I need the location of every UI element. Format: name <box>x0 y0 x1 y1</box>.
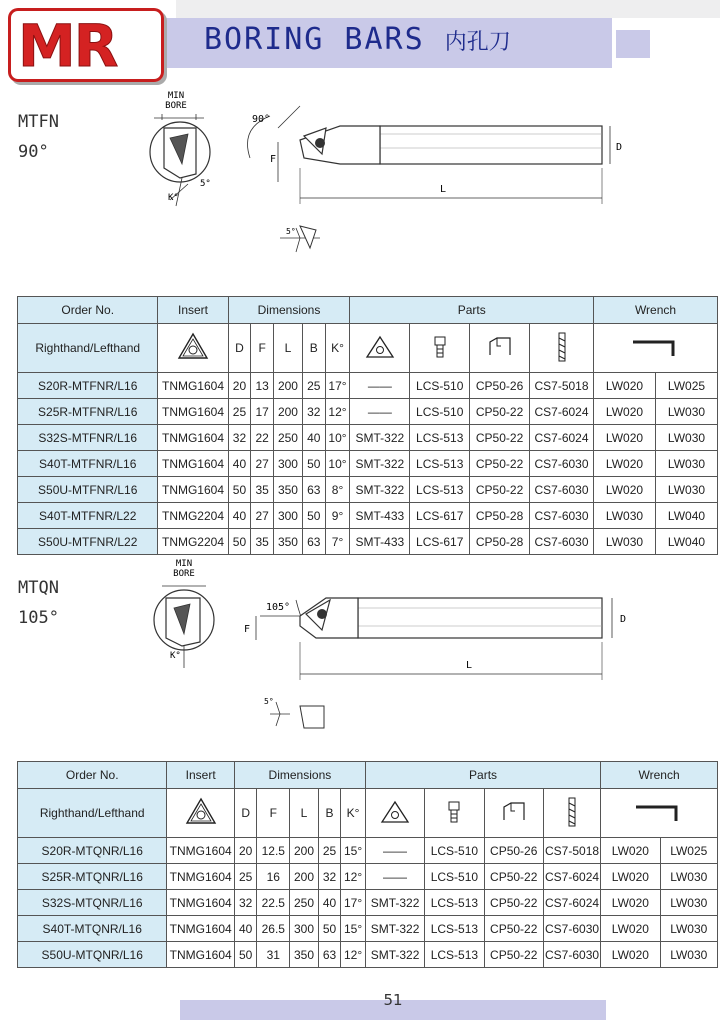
table-cell: 300 <box>290 916 319 942</box>
section-name: MTFN <box>18 112 59 132</box>
table-cell: CS7-6030 <box>530 503 594 529</box>
table-cell: 35 <box>251 477 274 503</box>
table-cell: LCS-513 <box>425 890 484 916</box>
table-cell: TNMG1604 <box>167 942 235 968</box>
table-cell: LCS-510 <box>410 373 470 399</box>
col-order-no: Order No. <box>18 297 158 324</box>
table-cell: LW030 <box>594 529 656 555</box>
table-cell: CP50-22 <box>484 890 543 916</box>
table-cell: LW020 <box>594 399 656 425</box>
table-cell: CS7-6030 <box>530 451 594 477</box>
table-cell: LW030 <box>655 425 717 451</box>
table-cell: TNMG1604 <box>167 890 235 916</box>
table-cell: CP50-22 <box>470 399 530 425</box>
table-cell: 350 <box>290 942 319 968</box>
table-row <box>18 477 718 503</box>
table-row <box>18 451 718 477</box>
table-cell: 63 <box>318 942 341 968</box>
table-cell: SMT-433 <box>350 529 410 555</box>
table-row <box>18 890 718 916</box>
table-cell: 25 <box>302 373 325 399</box>
svg-text:MIN: MIN <box>175 559 193 569</box>
table-cell: LW020 <box>594 451 656 477</box>
table-cell: SMT-322 <box>350 425 410 451</box>
col-l: L <box>274 324 303 373</box>
table-cell: TNMG1604 <box>158 373 228 399</box>
table-cell: 27 <box>251 503 274 529</box>
page-title-cn: 内孔刀 <box>444 30 511 55</box>
table-cell: CS7-6030 <box>530 477 594 503</box>
table-cell: CP50-22 <box>470 477 530 503</box>
table-cell: SMT-322 <box>365 916 424 942</box>
table-cell: 12° <box>325 399 350 425</box>
table-cell: TNMG1604 <box>167 838 235 864</box>
table-cell: 300 <box>274 503 303 529</box>
col-insert: Insert <box>158 297 228 324</box>
table-cell: —— <box>350 373 410 399</box>
table-cell: 32 <box>318 864 341 890</box>
table-cell: LCS-513 <box>410 425 470 451</box>
header-square <box>616 30 650 58</box>
brand-logo <box>8 8 164 82</box>
table-cell: 300 <box>274 451 303 477</box>
section-name: MTQN <box>18 578 59 598</box>
min-bore-label: MIN <box>167 91 185 101</box>
table-cell: LCS-513 <box>410 451 470 477</box>
table-cell: S25R-MTFNR/L16 <box>18 399 158 425</box>
header-top-strip <box>176 0 720 18</box>
table-cell: LCS-513 <box>410 477 470 503</box>
table-cell: 63 <box>302 477 325 503</box>
col-parts: Parts <box>350 297 594 324</box>
svg-text:5°: 5° <box>286 227 296 236</box>
table-cell: LW030 <box>655 399 717 425</box>
table-cell: CP50-22 <box>484 864 543 890</box>
table-cell: LW030 <box>660 890 717 916</box>
table-row <box>18 529 718 555</box>
table-cell: 20 <box>234 838 257 864</box>
svg-text:BORE: BORE <box>173 569 195 579</box>
table-row <box>18 373 718 399</box>
table-cell: 63 <box>302 529 325 555</box>
table-cell: 25 <box>228 399 251 425</box>
l-dim-label: L <box>440 184 447 195</box>
table-cell: CP50-28 <box>470 503 530 529</box>
table-cell: 17° <box>341 890 366 916</box>
table-cell: LCS-617 <box>410 529 470 555</box>
table-cell: LCS-513 <box>425 942 484 968</box>
table-cell: LW020 <box>601 838 660 864</box>
svg-text:BORE: BORE <box>165 101 187 111</box>
table-cell: CS7-6024 <box>530 399 594 425</box>
table-cell: 50 <box>228 529 251 555</box>
table-cell: 35 <box>251 529 274 555</box>
table-cell: 12° <box>341 864 366 890</box>
insert-icon <box>167 789 235 838</box>
pin-icon <box>530 324 594 373</box>
table-cell: LW020 <box>601 916 660 942</box>
clamp-icon <box>470 324 530 373</box>
table-cell: SMT-433 <box>350 503 410 529</box>
table-row <box>18 399 718 425</box>
table-cell: 250 <box>274 425 303 451</box>
table-cell: CP50-22 <box>470 451 530 477</box>
table-cell: 40 <box>318 890 341 916</box>
table-cell: 32 <box>228 425 251 451</box>
table-cell: —— <box>350 399 410 425</box>
table-cell: LCS-510 <box>425 838 484 864</box>
table-cell: 15° <box>341 838 366 864</box>
mtfn-table-body <box>18 373 718 555</box>
table-cell: 200 <box>274 373 303 399</box>
table-cell: 200 <box>290 864 319 890</box>
table-cell: S40T-MTFNR/L22 <box>18 503 158 529</box>
table-cell: 50 <box>234 942 257 968</box>
table-row <box>18 838 718 864</box>
table-cell: LW030 <box>660 916 717 942</box>
table-cell: 13 <box>251 373 274 399</box>
page-number: 51 <box>383 991 403 1009</box>
svg-text:D: D <box>619 614 626 625</box>
table-cell: —— <box>365 864 424 890</box>
table-cell: S40T-MTQNR/L16 <box>18 916 167 942</box>
table-cell: SMT-322 <box>365 890 424 916</box>
svg-text:F: F <box>244 624 251 635</box>
angle-105-label: 105° <box>266 602 291 613</box>
table-cell: CS7-6030 <box>543 942 600 968</box>
table-cell: TNMG1604 <box>167 916 235 942</box>
table-cell: TNMG1604 <box>167 864 235 890</box>
table-cell: 16 <box>257 864 290 890</box>
table-cell: 17° <box>325 373 350 399</box>
table-cell: SMT-322 <box>365 942 424 968</box>
table-cell: 50 <box>228 477 251 503</box>
table-cell: LW025 <box>660 838 717 864</box>
d-dim-label: D <box>615 142 622 153</box>
table-cell: 12.5 <box>257 838 290 864</box>
clamp-icon <box>484 789 543 838</box>
table-cell: 15° <box>341 916 366 942</box>
table-cell: LW030 <box>594 503 656 529</box>
shim-icon <box>365 789 424 838</box>
table-cell: S32S-MTQNR/L16 <box>18 890 167 916</box>
screw-icon <box>410 324 470 373</box>
insert-icon <box>158 324 228 373</box>
angle-90-label: 90° <box>252 114 271 125</box>
table-cell: SMT-322 <box>350 451 410 477</box>
col-f: F <box>251 324 274 373</box>
mtqn-spec-table: Order No. Insert Dimensions Parts Wrench Righthand/Lefthand D F L B K° S20R-MTQNR/L16 TNMG1604 20 12.5 200 25 15° —— LCS-510 CP50-26 CS7-5018 LW020 LW025 S25R-MTQNR/L16 TNMG1604 25 16 200 32 12° —— LCS-510 CP50-22 CS7-6024 LW020 LW030 S32S-MTQNR/L16 TNMG1604 32 22.5 250 40 17° SMT-322 LCS-513 CP50-22 CS7-6024 LW020 LW030 S40T-MTQNR/L16 TNMG1604 40 26.5 300 50 15° SMT-322 LCS-513 CP50-22 CS7-6030 LW020 LW030 S50U-MTQNR/L16 TNMG1604 50 31 350 63 12° SMT-322 LCS-513 CP50-22 CS7-6030 LW020 LW030 <box>17 761 718 968</box>
table-cell: 22.5 <box>257 890 290 916</box>
table-cell: 350 <box>274 477 303 503</box>
table-cell: LW020 <box>594 425 656 451</box>
screw-icon <box>425 789 484 838</box>
table-row <box>18 864 718 890</box>
k-angle-label: K° <box>168 193 179 203</box>
table-cell: 350 <box>274 529 303 555</box>
svg-text:5°: 5° <box>264 697 274 706</box>
table-cell: CP50-26 <box>470 373 530 399</box>
table-cell: LCS-617 <box>410 503 470 529</box>
table-cell: 40 <box>228 503 251 529</box>
table-cell: LW025 <box>655 373 717 399</box>
table-cell: 40 <box>234 916 257 942</box>
mtfn-spec-table <box>17 296 718 555</box>
table-cell: SMT-322 <box>350 477 410 503</box>
mtqn-table-body <box>18 838 718 968</box>
table-cell: CP50-22 <box>484 942 543 968</box>
table-cell: 10° <box>325 425 350 451</box>
logo-text: MR <box>18 12 117 80</box>
svg-text:L: L <box>466 660 473 671</box>
col-d: D <box>228 324 251 373</box>
table-cell: CS7-6024 <box>543 890 600 916</box>
table-cell: CS7-6024 <box>530 425 594 451</box>
table-cell: CP50-22 <box>484 916 543 942</box>
table-cell: 12° <box>341 942 366 968</box>
table-cell: CS7-5018 <box>530 373 594 399</box>
table-cell: 200 <box>290 838 319 864</box>
col-k: K° <box>325 324 350 373</box>
table-cell: S40T-MTFNR/L16 <box>18 451 158 477</box>
table-cell: S50U-MTFNR/L16 <box>18 477 158 503</box>
table-cell: LW020 <box>601 942 660 968</box>
col-dimensions: Dimensions <box>228 297 350 324</box>
table-cell: LW030 <box>660 864 717 890</box>
table-cell: 50 <box>302 451 325 477</box>
table-cell: LW040 <box>655 503 717 529</box>
table-cell: LW030 <box>655 451 717 477</box>
table-cell: LW020 <box>594 477 656 503</box>
page-title: BORING BARS 内孔刀 <box>204 22 511 57</box>
table-cell: CS7-5018 <box>543 838 600 864</box>
table-cell: LW020 <box>594 373 656 399</box>
wrench-icon <box>594 324 718 373</box>
f-dim-label: F <box>270 154 277 165</box>
table-cell: 250 <box>290 890 319 916</box>
shim-icon <box>350 324 410 373</box>
table-cell: S20R-MTFNR/L16 <box>18 373 158 399</box>
table-cell: 25 <box>234 864 257 890</box>
table-cell: 22 <box>251 425 274 451</box>
table-cell: 40 <box>228 451 251 477</box>
col-wrench: Wrench <box>594 297 718 324</box>
table-cell: TNMG1604 <box>158 451 228 477</box>
table-cell: S50U-MTFNR/L22 <box>18 529 158 555</box>
table-cell: LW040 <box>655 529 717 555</box>
table-cell: TNMG1604 <box>158 399 228 425</box>
table-cell: S25R-MTQNR/L16 <box>18 864 167 890</box>
table-cell: TNMG1604 <box>158 477 228 503</box>
table-cell: CP50-26 <box>484 838 543 864</box>
table-cell: LCS-513 <box>425 916 484 942</box>
table-cell: 26.5 <box>257 916 290 942</box>
table-cell: 10° <box>325 451 350 477</box>
table-cell: CS7-6024 <box>543 864 600 890</box>
table-cell: S32S-MTFNR/L16 <box>18 425 158 451</box>
table-cell: 32 <box>234 890 257 916</box>
table-cell: 27 <box>251 451 274 477</box>
col-hand: Righthand/Lefthand <box>18 324 158 373</box>
section-angle: 105° <box>18 608 59 628</box>
table-cell: CP50-22 <box>470 425 530 451</box>
table-cell: 40 <box>302 425 325 451</box>
wrench-icon <box>601 789 718 838</box>
col-b: B <box>302 324 325 373</box>
table-row <box>18 503 718 529</box>
table-cell: 32 <box>302 399 325 425</box>
table-cell: 50 <box>318 916 341 942</box>
five-deg-label: 5° <box>200 179 211 189</box>
table-cell: LCS-510 <box>425 864 484 890</box>
table-cell: LW020 <box>601 864 660 890</box>
table-cell: S20R-MTQNR/L16 <box>18 838 167 864</box>
table-cell: 25 <box>318 838 341 864</box>
table-row <box>18 425 718 451</box>
table-cell: TNMG2204 <box>158 503 228 529</box>
mtfn-diagram <box>140 88 620 268</box>
table-cell: 17 <box>251 399 274 425</box>
table-cell: TNMG1604 <box>158 425 228 451</box>
table-cell: —— <box>365 838 424 864</box>
mtqn-diagram <box>140 556 640 736</box>
section-angle: 90° <box>18 142 49 162</box>
table-cell: S50U-MTQNR/L16 <box>18 942 167 968</box>
table-cell: 31 <box>257 942 290 968</box>
table-cell: CS7-6030 <box>530 529 594 555</box>
table-row <box>18 942 718 968</box>
svg-text:K°: K° <box>170 651 181 661</box>
table-cell: LW020 <box>601 890 660 916</box>
table-cell: LCS-510 <box>410 399 470 425</box>
table-cell: TNMG2204 <box>158 529 228 555</box>
table-cell: 7° <box>325 529 350 555</box>
table-cell: CS7-6030 <box>543 916 600 942</box>
pin-icon <box>543 789 600 838</box>
table-cell: 8° <box>325 477 350 503</box>
table-cell: 20 <box>228 373 251 399</box>
table-cell: LW030 <box>655 477 717 503</box>
table-cell: CP50-28 <box>470 529 530 555</box>
table-cell: 50 <box>302 503 325 529</box>
table-cell: 200 <box>274 399 303 425</box>
table-row <box>18 916 718 942</box>
table-cell: 9° <box>325 503 350 529</box>
table-cell: LW030 <box>660 942 717 968</box>
